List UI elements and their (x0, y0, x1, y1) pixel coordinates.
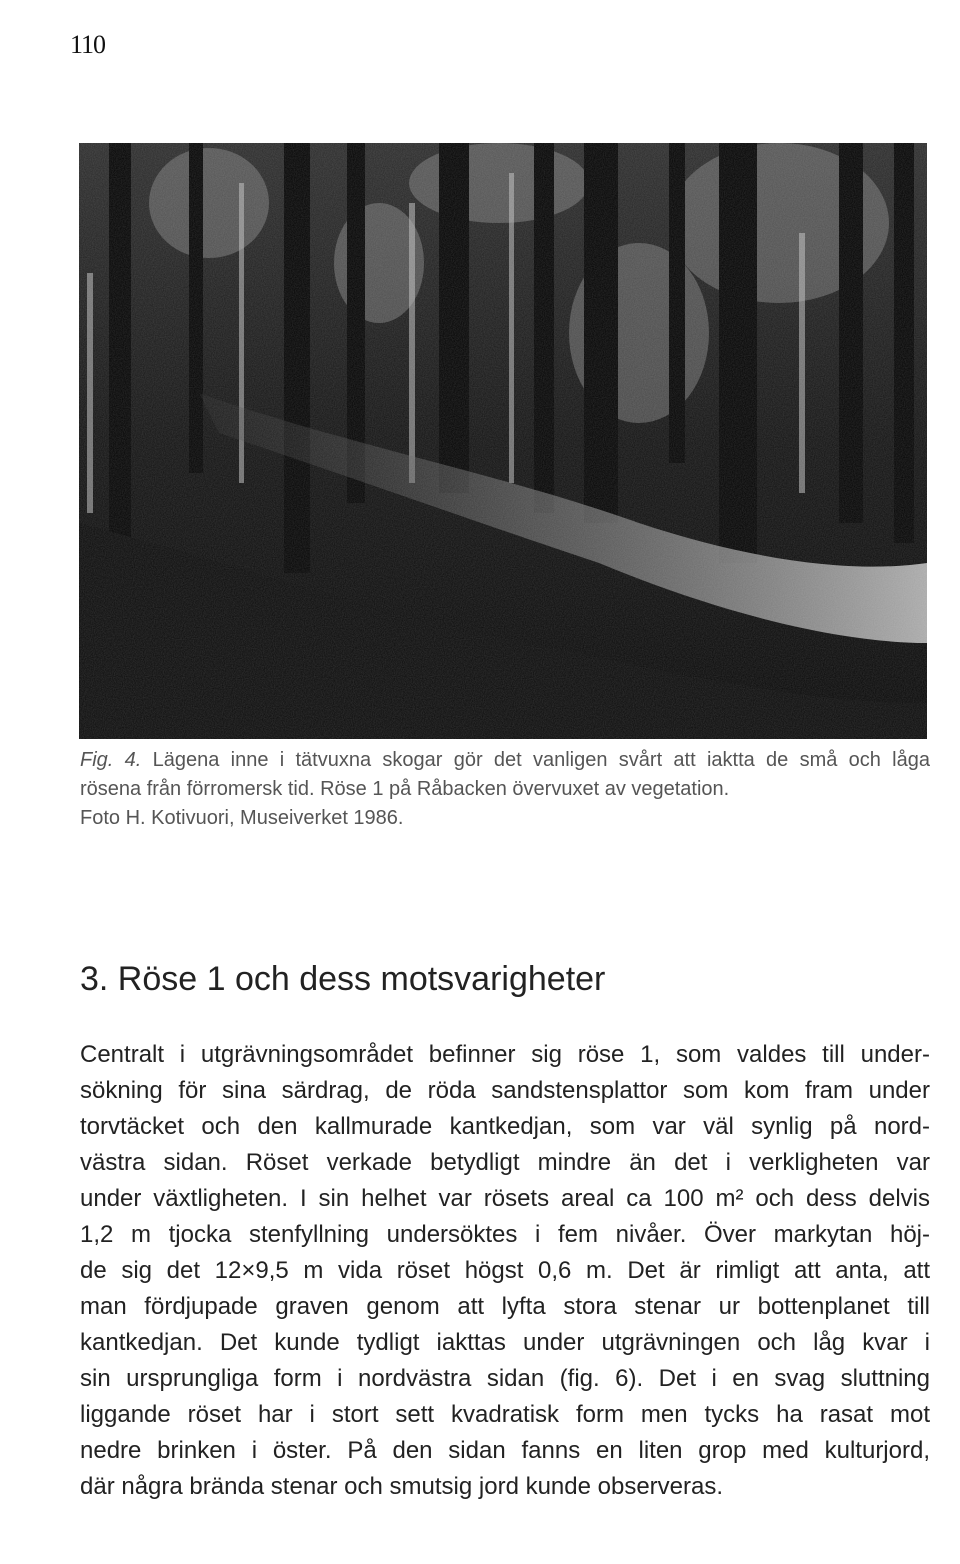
body-line: under växtligheten. I sin helhet var rösets areal ca 100 m² och dess delvis (80, 1185, 930, 1212)
body-line: de sig det 12×9,5 m vida röset högst 0,6 m. Det är rimligt att anta, att (80, 1257, 930, 1284)
body-line: sökning för sina särdrag, de röda sandstensplattor som kom fram under (80, 1077, 930, 1104)
body-line: man fördjupade graven genom att lyfta stora stenar ur bottenplanet till (80, 1293, 930, 1320)
page-number: 110 (70, 30, 106, 59)
caption-line-2: rösena från förromersk tid. Röse 1 på Råbacken övervuxet av vegetation. (80, 778, 730, 800)
figure-label: Fig. 4. (80, 749, 142, 771)
body-line: där några brända stenar och smutsig jord kunde observeras. (80, 1473, 724, 1500)
body-line: västra sidan. Röset verkade betydligt mindre än det i verkligheten var (80, 1149, 930, 1176)
section-heading: 3. Röse 1 och dess motsvarigheter (80, 960, 606, 998)
body-line: liggande röset har i stort sett kvadratisk form men tycks ha rasat mot (80, 1401, 930, 1428)
body-line: nedre brinken i öster. På den sidan fanns en liten grop med kulturjord, (80, 1437, 930, 1464)
body-line: Centralt i utgrävningsområdet befinner sig röse 1, som valdes till under- (80, 1041, 930, 1068)
body-line: kantkedjan. Det kunde tydligt iakttas under utgrävningen och låg kvar i (80, 1329, 930, 1356)
figure-caption (80, 746, 930, 833)
caption-line-1-text: Lägena inne i tätvuxna skogar gör det vanligen svårt att iaktta de små och låga (141, 749, 930, 771)
body-line: sin ursprungliga form i nordvästra sidan (fig. 6). Det i en svag sluttning (80, 1365, 930, 1392)
forest-photograph (79, 143, 927, 739)
caption-line-1 (80, 746, 930, 775)
body-line: 1,2 m tjocka stenfyllning undersöktes i fem nivåer. Över markytan höj- (80, 1221, 930, 1248)
body-line: torvtäcket och den kallmurade kantkedjan, som var väl synlig på nord- (80, 1113, 930, 1140)
caption-line-3: Foto H. Kotivuori, Museiverket 1986. (80, 807, 404, 829)
forest-photo-image (79, 143, 927, 739)
body-paragraph (80, 1037, 930, 1505)
